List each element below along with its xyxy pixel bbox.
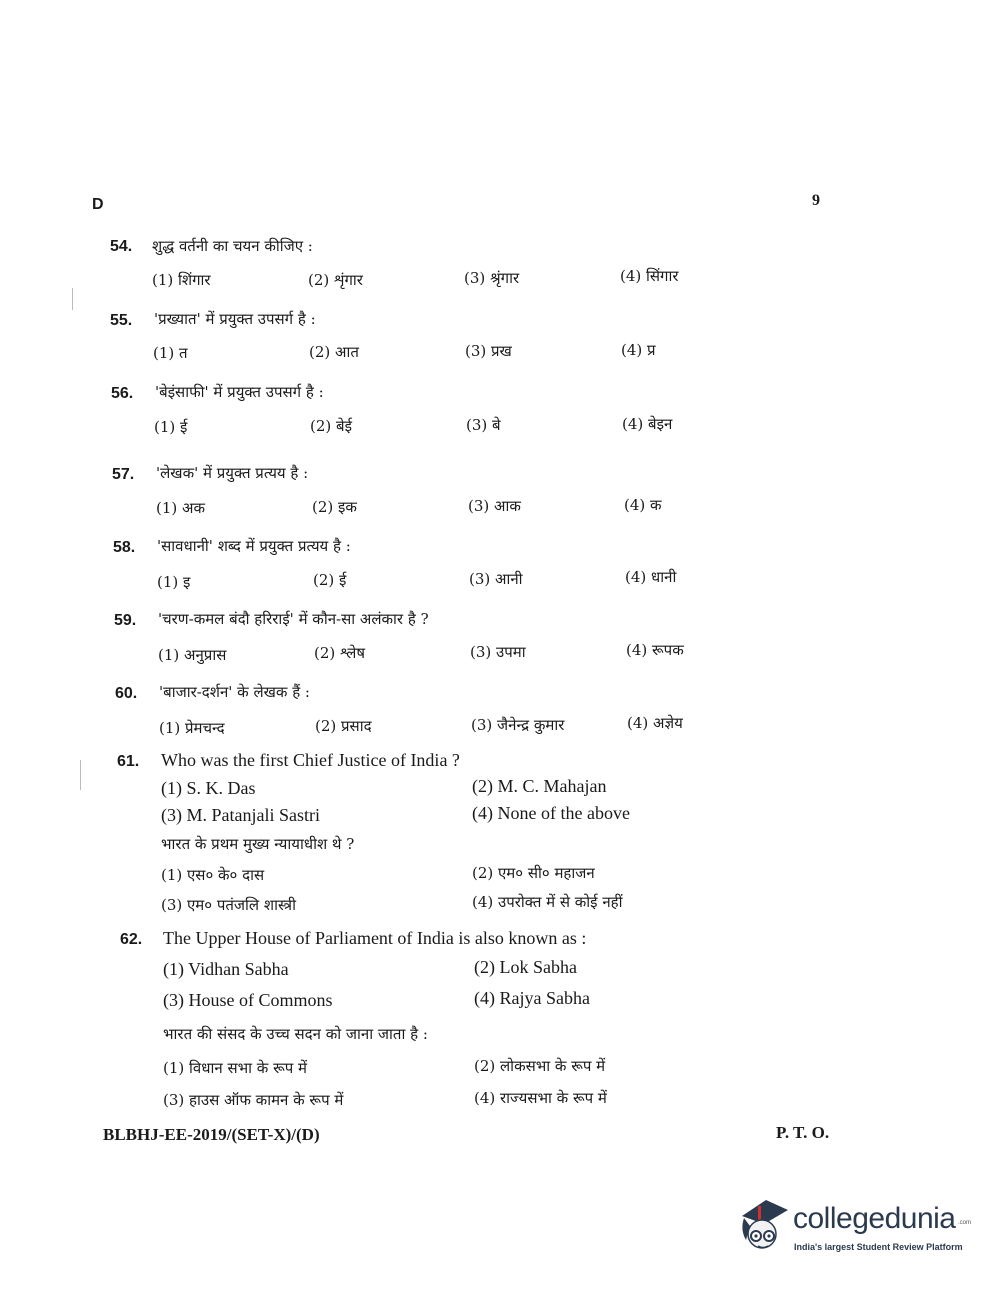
question-number: 60. (115, 685, 138, 702)
option-1: (1) त (153, 344, 188, 362)
question-number: 62. (120, 931, 143, 948)
option-4: (4) प्र (621, 341, 656, 359)
option-4: (4) क (624, 496, 662, 514)
option-2-english: (2) Lok Sabha (474, 957, 577, 977)
question-number: 57. (112, 466, 135, 483)
question-text: 'बेइंसाफी' में प्रयुक्त उपसर्ग है : (155, 383, 324, 401)
option-2: (2) श्लेष (314, 644, 366, 662)
question-number: 58. (113, 539, 136, 556)
option-1: (1) इ (157, 573, 191, 591)
page-number: 9 (812, 192, 820, 209)
option-2-english: (2) M. C. Mahajan (472, 776, 607, 796)
question-number: 61. (117, 753, 140, 770)
option-1: (1) ई (154, 418, 188, 436)
question-number: 55. (110, 312, 133, 329)
question-text-hindi: भारत के प्रथम मुख्य न्यायाधीश थे ? (161, 835, 355, 853)
paper-code: BLBHJ-EE-2019/(SET-X)/(D) (103, 1125, 320, 1144)
mascot-icon (736, 1196, 792, 1256)
option-4-hindi: (4) उपरोक्त में से कोई नहीं (472, 893, 623, 911)
collegedunia-logo (736, 1196, 972, 1258)
option-3-hindi: (3) एम० पतंजलि शास्त्री (161, 896, 296, 914)
option-2: (2) बेई (310, 417, 352, 435)
option-1: (1) शिंगार (152, 271, 211, 289)
option-1: (1) प्रेमचन्द (159, 719, 225, 737)
question-text: 'बाजार-दर्शन' के लेखक हैं : (159, 683, 310, 701)
option-1-hindi: (1) एस० के० दास (161, 866, 265, 884)
option-2: (2) ई (313, 571, 347, 589)
option-2-hindi: (2) लोकसभा के रूप में (474, 1057, 606, 1075)
option-3-hindi: (3) हाउस ऑफ कामन के रूप में (163, 1091, 344, 1109)
scan-mark (72, 288, 73, 310)
question-text: 'लेखक' में प्रयुक्त प्रत्यय है : (156, 464, 309, 482)
option-4: (4) बेइन (622, 415, 673, 433)
option-4-hindi: (4) राज्यसभा के रूप में (474, 1089, 607, 1107)
option-1-hindi: (1) विधान सभा के रूप में (163, 1059, 307, 1077)
question-text: 'चरण-कमल बंदौ हरिराई' में कौन-सा अलंकार है ? (158, 610, 429, 628)
option-4: (4) रूपक (626, 641, 684, 659)
set-label: D (92, 196, 104, 213)
option-3: (3) उपमा (470, 643, 526, 661)
logo-wordmark: collegedunia (793, 1202, 956, 1235)
question-text-english: Who was the first Chief Justice of India ? (161, 750, 460, 770)
scan-mark (80, 760, 81, 790)
option-4: (4) धानी (625, 568, 677, 586)
option-3: (3) श्रृंगार (464, 269, 520, 287)
option-2-hindi: (2) एम० सी० महाजन (472, 864, 595, 882)
option-1-english: (1) S. K. Das (161, 778, 256, 798)
option-1: (1) अनुप्रास (158, 646, 227, 664)
option-4: (4) सिंगार (620, 267, 679, 285)
question-text-english: The Upper House of Parliament of India is also known as : (163, 928, 587, 948)
option-3-english: (3) House of Commons (163, 990, 333, 1010)
option-2: (2) प्रसाद (315, 717, 372, 735)
option-2: (2) आत (309, 343, 359, 361)
question-number: 54. (110, 238, 133, 255)
question-number: 59. (114, 612, 137, 629)
option-2: (2) इक (312, 498, 357, 516)
option-3: (3) आनी (469, 570, 523, 588)
option-4-english: (4) Rajya Sabha (474, 988, 590, 1008)
option-4-english: (4) None of the above (472, 803, 630, 823)
pto-label: P. T. O. (776, 1123, 830, 1142)
option-1: (1) अक (156, 499, 205, 517)
option-3-english: (3) M. Patanjali Sastri (161, 805, 320, 825)
option-3: (3) बे (466, 416, 501, 434)
question-number: 56. (111, 385, 134, 402)
option-3: (3) जैनेन्द्र कुमार (471, 716, 565, 734)
logo-tagline: India's largest Student Review Platform (794, 1242, 963, 1252)
option-4: (4) अज्ञेय (627, 714, 683, 732)
question-text: शुद्ध वर्तनी का चयन कीजिए : (152, 237, 313, 255)
option-3: (3) आक (468, 497, 521, 515)
option-3: (3) प्रख (465, 342, 512, 360)
option-2: (2) शृंगार (308, 271, 363, 289)
option-1-english: (1) Vidhan Sabha (163, 959, 289, 979)
question-text: 'सावधानी' शब्द में प्रयुक्त प्रत्यय है : (157, 537, 351, 555)
question-text-hindi: भारत की संसद के उच्च सदन को जाना जाता है : (163, 1025, 428, 1043)
logo-suffix: .com (958, 1220, 972, 1226)
question-text: 'प्रख्यात' में प्रयुक्त उपसर्ग है : (154, 310, 316, 328)
